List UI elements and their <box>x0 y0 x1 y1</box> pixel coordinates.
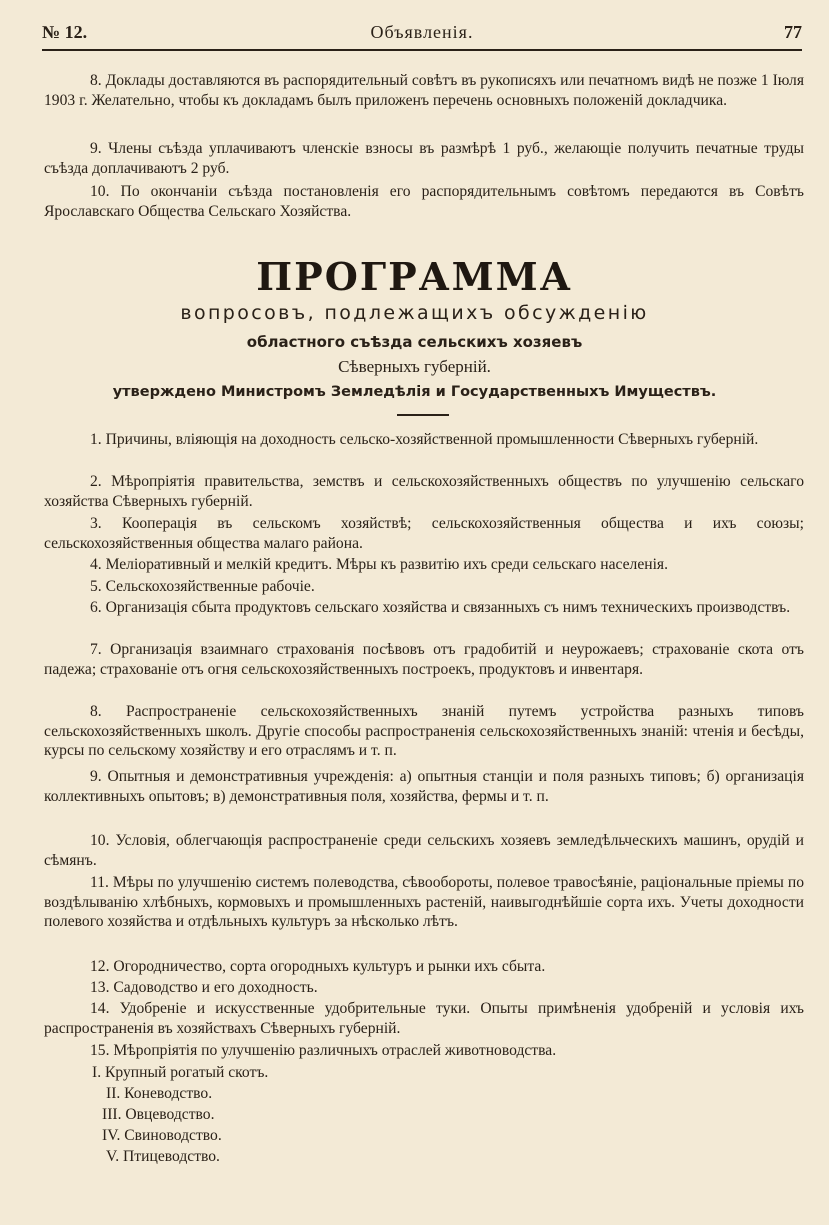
livestock-item-3: III. Овцеводство. <box>102 1106 215 1123</box>
program-item-10: 10. Условія, облегчающія распространеніе среди сельскихъ хозяевъ земледѣльческихъ машинъ, орудій и сѣмянъ. <box>44 832 804 869</box>
header-rule <box>42 49 802 51</box>
intro-paragraph-10: 10. По окончаніи съѣзда постановленія его распорядительнымъ совѣтомъ передаются въ Совѣтъ Ярославскаго Общества Сельскаго Хозяйства. <box>44 183 804 220</box>
program-item-1: 1. Причины, вліяющія на доходность сельско-хозяйственной промышленности Сѣверныхъ губерній. <box>90 431 759 448</box>
title-divider <box>397 414 449 416</box>
program-item-9: 9. Опытныя и демонстративныя учрежденія: а) опытныя станціи и поля разныхъ типовъ; б) организація коллективныхъ опытовъ; в) демонстративныя поля, хозяйства, фермы и т. п. <box>44 768 804 805</box>
program-title: ПРОГРАММА <box>256 254 573 299</box>
livestock-item-2: II. Коневодство. <box>106 1085 213 1102</box>
program-congress-line: областного съѣзда сельскихъ хозяевъ <box>246 333 583 351</box>
intro-paragraph-9: 9. Члены съѣзда уплачиваютъ членскіе взносы въ размѣрѣ 1 руб., желающіе получить печатные труды съѣзда доплачиваютъ 2 руб. <box>44 140 804 177</box>
program-item-6: 6. Организація сбыта продуктовъ сельскаго хозяйства и связанныхъ съ нимъ техническихъ производствъ. <box>90 599 791 616</box>
program-item-5: 5. Сельскохозяйственные рабочіе. <box>90 578 315 595</box>
program-item-3: 3. Кооперація въ сельскомъ хозяйствѣ; сельскохозяйственныя общества и ихъ союзы; сельскохозяйственныя общества малаго района. <box>44 515 804 552</box>
program-item-2: 2. Мѣропріятія правительства, земствъ и сельскохозяйственныхъ обществъ по улучшенію сельскаго хозяйства Сѣверныхъ губерній. <box>44 473 804 510</box>
program-item-14: 14. Удобреніе и искусственные удобрительные туки. Опыты примѣненія удобреній и условія ихъ распространенія въ хозяйствахъ Сѣверныхъ губерній. <box>44 1000 804 1037</box>
page-number: 77 <box>784 22 802 42</box>
program-item-4: 4. Меліоративный и мелкій кредитъ. Мѣры къ развитію ихъ среди сельскаго населенія. <box>90 556 669 573</box>
program-approval-line: утверждено Министромъ Земледѣлія и Государственныхъ Имуществъ. <box>112 384 717 400</box>
running-header <box>42 22 802 48</box>
issue-number: № 12. <box>42 22 88 42</box>
program-item-7: 7. Организація взаимнаго страхованія посѣвовъ отъ градобитій и неурожаевъ; страхованіе скота отъ падежа; страхованіе отъ огня сельскохозяйственныхъ построекъ, продуктовъ и инвентаря. <box>44 641 804 678</box>
livestock-item-4: IV. Свиноводство. <box>102 1127 222 1144</box>
program-subtitle: вопросовъ, подлежащихъ обсужденію <box>180 302 649 324</box>
program-item-11: 11. Мѣры по улучшенію системъ полеводства, сѣвообороты, полевое травосѣяніе, раціональные пріемы по воздѣлыванію хлѣбныхъ, кормовыхъ и промышленныхъ растеній, наивыгоднѣйшіе сорта ихъ. Учеты доходности полевого хозяйства и отдѣльныхъ культуръ за нѣсколько лѣтъ. <box>44 874 804 930</box>
livestock-item-5: V. Птицеводство. <box>106 1148 220 1165</box>
program-region-line: Сѣверныхъ губерній. <box>338 357 491 376</box>
program-item-13: 13. Садоводство и его доходность. <box>90 979 318 996</box>
section-title: Объявленія. <box>370 22 474 42</box>
intro-paragraph-8: 8. Доклады доставляются въ распорядительный совѣтъ въ рукописяхъ или печатномъ видѣ не позже 1 Іюля 1903 г. Желательно, чтобы къ докладамъ былъ приложенъ перечень основныхъ положеній докладчика. <box>44 72 804 109</box>
livestock-item-1: I. Крупный рогатый скотъ. <box>92 1064 269 1081</box>
program-item-15: 15. Мѣропріятія по улучшенію различныхъ отраслей животноводства. <box>90 1042 557 1059</box>
program-item-8: 8. Распространеніе сельскохозяйственныхъ знаній путемъ устройства разныхъ типовъ сельскохозяйственныхъ школъ. Другіе способы распространенія сельскохозяйственныхъ знаній: чтенія и бесѣды, курсы по сельскому хозяйству и его отраслямъ и т. п. <box>44 703 804 759</box>
program-item-12: 12. Огородничество, сорта огородныхъ культуръ и рынки ихъ сбыта. <box>90 958 546 975</box>
